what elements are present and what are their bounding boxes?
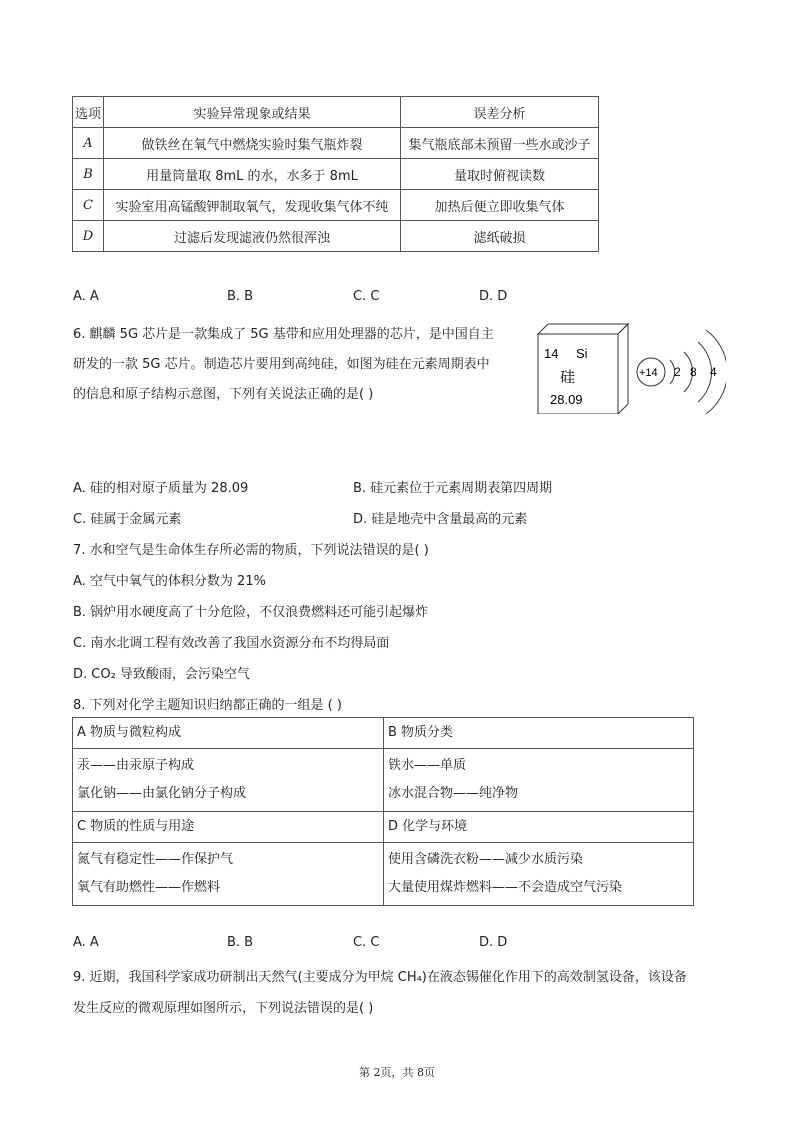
nucleus-charge: +14 xyxy=(639,367,658,379)
list-item: 使用含磷洗衣粉——减少水质污染 xyxy=(388,852,584,867)
q6-stem-line: 研发的一款 5G 芯片。制造芯片要用到高纯硅，如图为硅在元素周期表中 xyxy=(73,357,490,372)
chemistry-summary-table xyxy=(72,717,694,906)
silicon-element-cell xyxy=(528,318,634,414)
table-row xyxy=(73,190,599,221)
table-header-cell: 实验异常现象或结果 xyxy=(104,97,401,128)
row-phenomenon: 过滤后发现滤液仍然很浑浊 xyxy=(104,221,401,252)
q7-option-d[interactable]: D. CO₂ 导致酸雨，会污染空气 xyxy=(73,667,250,682)
shell-electrons: 4 xyxy=(710,365,717,379)
cell-c-title: C 物质的性质与用途 xyxy=(73,812,384,843)
q7-stem: 7. 水和空气是生命体生存所必需的物质，下列说法错误的是( ) xyxy=(73,543,429,558)
row-analysis: 滤纸破损 xyxy=(401,221,599,252)
q5-option-b[interactable]: B. B xyxy=(227,289,254,304)
q6-option-a[interactable]: A. 硅的相对原子质量为 28.09 xyxy=(73,481,249,496)
list-item: 氯化钠——由氯化钠分子构成 xyxy=(77,786,247,801)
cell-d-items xyxy=(384,843,694,906)
list-item: 汞——由汞原子构成 xyxy=(77,758,195,773)
cell-c-items xyxy=(73,843,384,906)
row-phenomenon: 用量筒量取 8mL 的水，水多于 8mL xyxy=(104,159,401,190)
table-row xyxy=(73,812,694,843)
atom-structure-diagram xyxy=(634,322,726,422)
row-letter: C xyxy=(73,190,104,221)
cell-b-title: B 物质分类 xyxy=(384,718,694,749)
table-row xyxy=(73,718,694,749)
row-phenomenon: 做铁丝在氧气中燃烧实验时集气瓶炸裂 xyxy=(104,128,401,159)
q8-stem: 8. 下列对化学主题知识归纳都正确的一组是 ( ) xyxy=(73,698,342,713)
table-header-cell: 选项 xyxy=(73,97,104,128)
cell-d-title: D 化学与环境 xyxy=(384,812,694,843)
q8-option-c[interactable]: C. C xyxy=(353,935,380,950)
list-item: 氮气有稳定性——作保护气 xyxy=(77,852,234,867)
q7-option-b[interactable]: B. 锅炉用水硬度高了十分危险，不仅浪费燃料还可能引起爆炸 xyxy=(73,605,429,620)
row-phenomenon: 实验室用高锰酸钾制取氧气，发现收集气体不纯 xyxy=(104,190,401,221)
table-row xyxy=(73,749,694,812)
atomic-mass: 28.09 xyxy=(550,392,583,407)
table-row xyxy=(73,221,599,252)
table-row xyxy=(73,843,694,906)
q9-stem-line: 发生反应的微观原理如图所示，下列说法错误的是( ) xyxy=(73,1001,374,1016)
list-item: 大量使用煤炸燃料——不会造成空气污染 xyxy=(388,880,623,895)
row-analysis: 量取时俯视读数 xyxy=(401,159,599,190)
q6-option-c[interactable]: C. 硅属于金属元素 xyxy=(73,512,182,527)
q6-option-d[interactable]: D. 硅是地壳中含量最高的元素 xyxy=(353,512,528,527)
q6-stem-line: 6. 麒麟 5G 芯片是一款集成了 5G 基带和应用处理器的芯片，是中国自主 xyxy=(73,327,494,342)
q5-option-a[interactable]: A. A xyxy=(73,289,99,304)
row-letter: B xyxy=(73,159,104,190)
q7-option-c[interactable]: C. 南水北调工程有效改善了我国水资源分布不均得局面 xyxy=(73,636,390,651)
element-symbol: Si xyxy=(576,346,588,361)
list-item: 冰水混合物——纯净物 xyxy=(388,786,519,801)
table-row xyxy=(73,128,599,159)
shell-electrons: 8 xyxy=(690,365,697,379)
q8-option-a[interactable]: A. A xyxy=(73,935,99,950)
q8-option-b[interactable]: B. B xyxy=(227,935,254,950)
q5-option-c[interactable]: C. C xyxy=(353,289,380,304)
table-row xyxy=(73,159,599,190)
row-letter: D xyxy=(73,221,104,252)
cell-a-title: A 物质与微粒构成 xyxy=(73,718,384,749)
atomic-number: 14 xyxy=(544,346,559,361)
list-item: 铁水——单质 xyxy=(388,758,467,773)
q7-option-a[interactable]: A. 空气中氧气的体积分数为 21% xyxy=(73,574,266,589)
q5-option-d[interactable]: D. D xyxy=(479,289,508,304)
q9-stem-line: 9. 近期，我国科学家成功研制出天然气(主要成分为甲烷 CH₄)在液态锡催化作用下的高效制氢设备，该设备 xyxy=(73,970,687,985)
page-footer: 第 2页，共 8页 xyxy=(359,1066,435,1079)
q8-option-d[interactable]: D. D xyxy=(479,935,508,950)
row-analysis: 集气瓶底部未预留一些水或沙子 xyxy=(401,128,599,159)
q6-option-b[interactable]: B. 硅元素位于元素周期表第四周期 xyxy=(353,481,553,496)
error-analysis-table xyxy=(72,96,599,252)
table-header-row xyxy=(73,97,599,128)
shell-electrons: 2 xyxy=(674,365,681,379)
cell-b-items xyxy=(384,749,694,812)
table-header-cell: 误差分析 xyxy=(401,97,599,128)
element-name: 硅 xyxy=(560,368,576,386)
q6-stem-line: 的信息和原子结构示意图，下列有关说法正确的是( ) xyxy=(73,387,374,402)
list-item: 氧气有助燃性——作燃料 xyxy=(77,880,221,895)
cell-a-items xyxy=(73,749,384,812)
row-letter: A xyxy=(73,128,104,159)
row-analysis: 加热后便立即收集气体 xyxy=(401,190,599,221)
